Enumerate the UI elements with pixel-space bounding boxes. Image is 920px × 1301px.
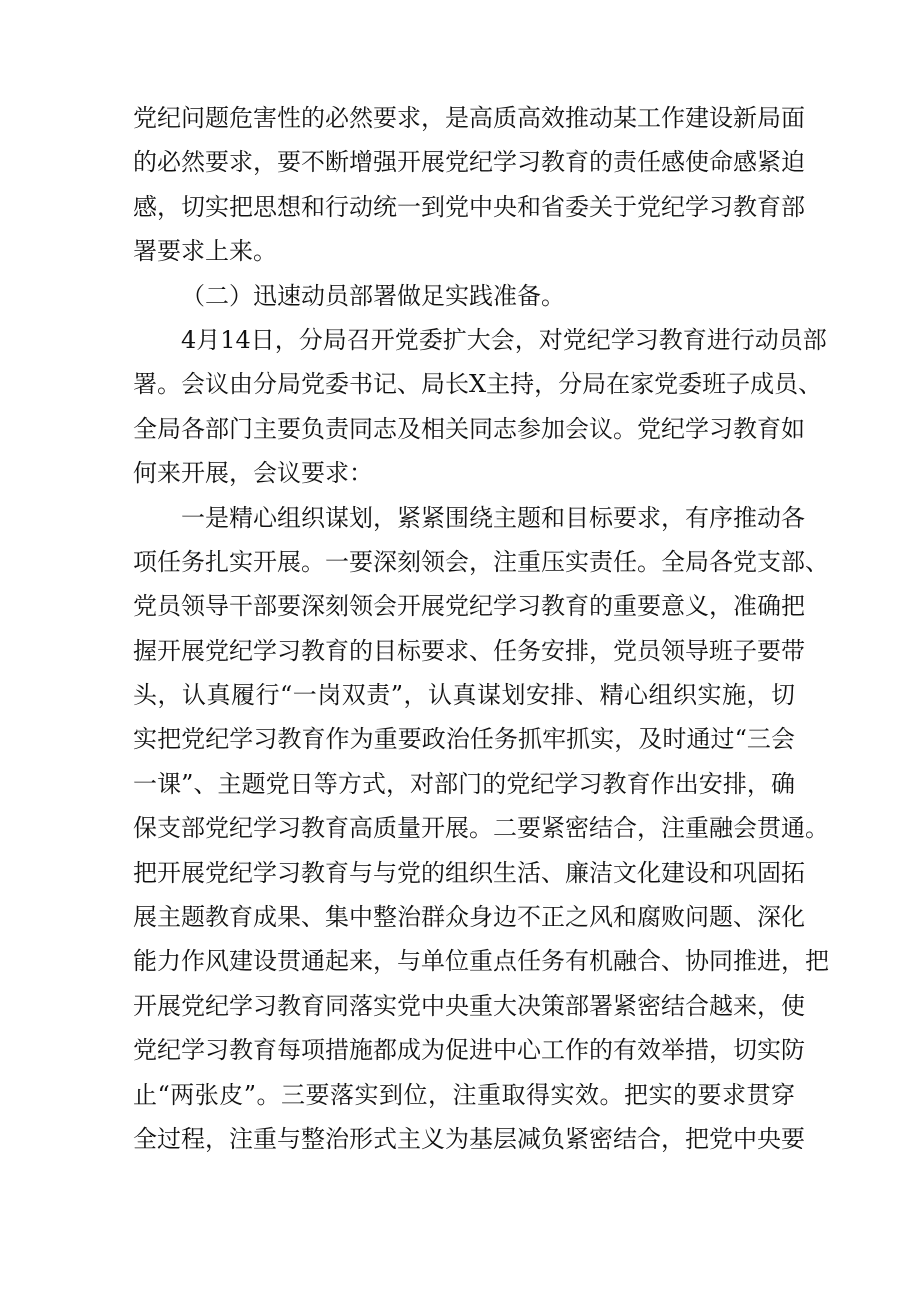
paragraph-line: 党员领导干部要深刻领会开展党纪学习教育的重要意义，准确把 (133, 592, 805, 621)
paragraph-line: 保支部党纪学习教育高质量开展。二要紧密结合，注重融会贯通。 (133, 814, 829, 843)
paragraph-line: 项任务扎实开展。一要深刻领会，注重压实责任。全局各党支部、 (133, 547, 829, 576)
paragraph-line: 全过程，注重与整治形式主义为基层减负紧密结合，把党中央要 (133, 1124, 805, 1153)
paragraph-line: 署要求上来。 (133, 237, 277, 266)
document-body (133, 96, 829, 1161)
paragraph-line: 一是精心组织谋划，紧紧围绕主题和目标要求，有序推动各 (181, 503, 805, 532)
paragraph-line: 何来开展，会议要求： (133, 459, 373, 488)
paragraph-line: 把开展党纪学习教育与与党的组织生活、廉洁文化建设和巩固拓 (133, 858, 805, 887)
paragraph-line: 全局各部门主要负责同志及相关同志参加会议。党纪学习教育如 (133, 414, 805, 443)
paragraph-line: 开展党纪学习教育同落实党中央重大决策部署紧密结合越来，使 (133, 991, 805, 1020)
paragraph-line: 止“两张皮”。三要落实到位，注重取得实效。把实的要求贯穿 (133, 1080, 795, 1109)
paragraph-line: 党纪学习教育每项措施都成为促进中心工作的有效举措，切实防 (133, 1036, 805, 1065)
paragraph-line: 感，切实把思想和行动统一到党中央和省委关于党纪学习教育部 (133, 192, 805, 221)
paragraph-line: 4月14日，分局召开党委扩大会，对党纪学习教育进行动员部 (181, 325, 827, 354)
paragraph-line: 署。会议由分局党委书记、局长X主持，分局在家党委班子成员、 (133, 370, 823, 399)
paragraph-line: 能力作风建设贯通起来，与单位重点任务有机融合、协同推进，把 (133, 947, 829, 976)
section-heading: （二）迅速动员部署做足实践准备。 (181, 281, 565, 310)
paragraph-line: 的必然要求，要不断增强开展党纪学习教育的责任感使命感紧迫 (133, 148, 805, 177)
paragraph-line: 展主题教育成果、集中整治群众身边不正之风和腐败问题、深化 (133, 903, 805, 932)
paragraph-line: 实把党纪学习教育作为重要政治任务抓牢抓实，及时通过“三会 (133, 725, 795, 754)
paragraph-line: 党纪问题危害性的必然要求，是高质高效推动某工作建设新局面 (133, 104, 805, 132)
paragraph-line: 握开展党纪学习教育的目标要求、任务安排，党员领导班子要带 (133, 636, 805, 665)
paragraph-line: 头，认真履行“一岗双责”，认真谋划安排、精心组织实施，切 (133, 681, 795, 710)
paragraph-line: 一课”、主题党日等方式，对部门的党纪学习教育作出安排，确 (133, 769, 795, 798)
